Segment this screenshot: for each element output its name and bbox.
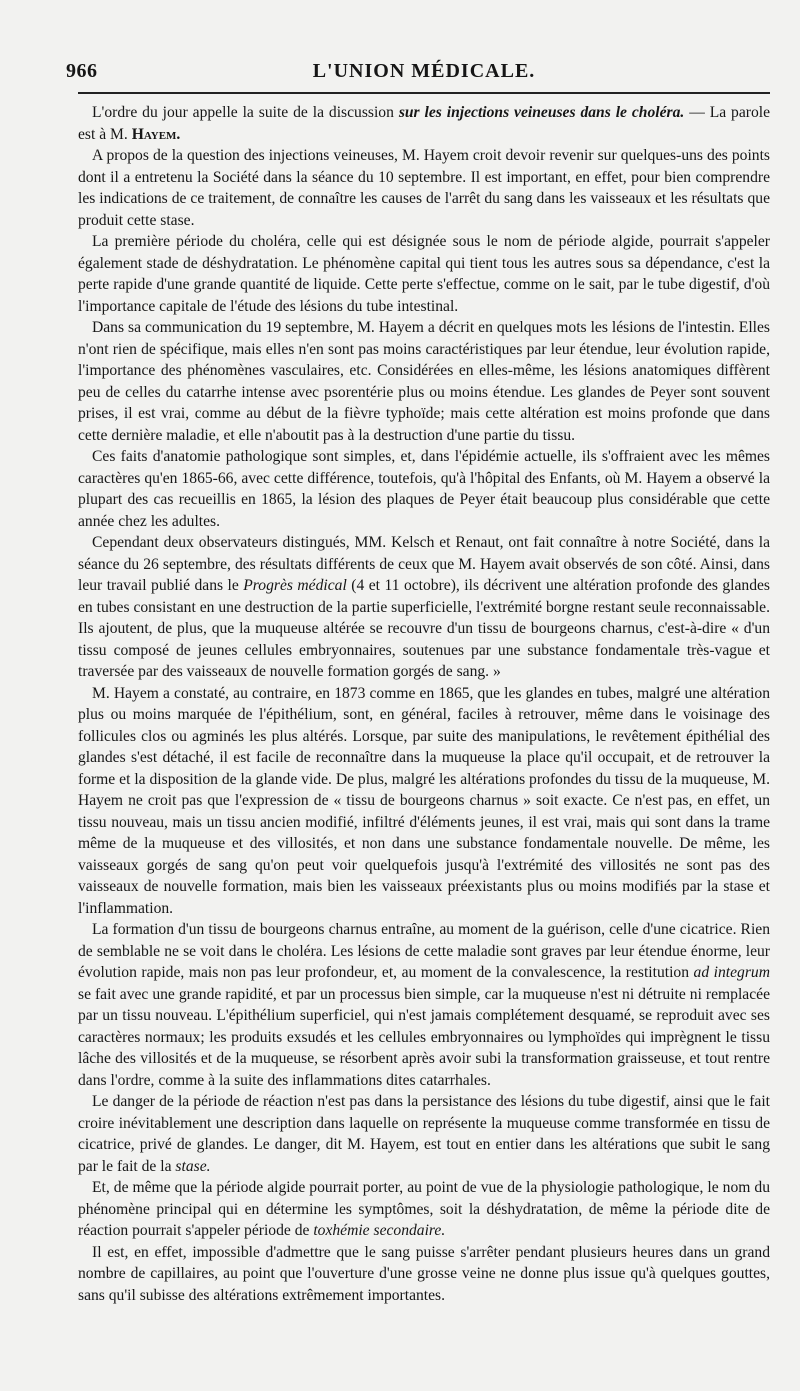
paragraph (78, 683, 770, 920)
speaker-name: Hayem. (131, 125, 181, 143)
text-run: Dans sa communication du 19 septembre, M. Hayem a décrit en quelques mots les lésions de l'intestin. Elles n'ont rien de spécifique, mais elles n'en sont pas moins caractéristiques par leur étendue, leur évolution rapide, l'importance des phénomènes vasculaires, etc. Considérées en elles-même, les lésions anatomiques diffèrent peu de celles du catarrhe intense avec psorentérie plus ou moins étendue. Les glandes de Peyer sont souvent prises, il est vrai, comme au début de la fièvre typhoïde; mais cette altération est moins profonde que dans cette dernière maladie, et elle n'aboutit pas à la destruction d'une partie du tissu. (78, 319, 770, 444)
article-body (78, 102, 770, 1306)
text-run: Et, de même que la période algide pourrait porter, au point de vue de la physiologie pathologique, le nom du phénomène principal qui en détermine les symptômes, soit la déshydratation, de même la période dite de réaction pourrait s'appeler période de (78, 1179, 770, 1239)
emphasis: stase. (175, 1157, 211, 1175)
text-run: — La parole est à M. (78, 104, 771, 143)
paragraph (78, 532, 770, 683)
emphasis: toxhémie secondaire. (313, 1222, 446, 1239)
page-header (66, 58, 770, 94)
paragraph (78, 1091, 770, 1177)
text-run: La première période du choléra, celle qui est désignée sous le nom de période algide, pourrait s'appeler également stade de déshydratation. Le phénomène capital qui tient tous les autres sous sa dépendance, c'est la perte rapide d'une grande quantité de liquide. Cette perte s'effectue, comme on le sait, par le tube digestif, d'où l'importance capitale de l'étude des lésions du tube intestinal. (78, 233, 770, 315)
page-number: 966 (66, 60, 98, 82)
text-run: A propos de la question des injections veineuses, M. Hayem croit devoir revenir sur quelques-uns des points dont il a entretenu la Société dans la séance du 10 septembre. Il est important, en effet, pour bien comprendre les indications de ce traitement, de connaître les causes de l'arrêt du sang dans les vaisseaux et les résultats que produit cette stase. (78, 147, 770, 229)
text-run: Cependant deux observateurs distingués, MM. Kelsch et Renaut, ont fait connaître à notre Société, dans la séance du 26 septembre, des résultats différents de ceux que M. Hayem avait observés de son côté. Ainsi, dans leur travail publié dans le (78, 534, 770, 594)
text-run: Le danger de la période de réaction n'est pas dans la persistance des lésions du tube digestif, ainsi que le fait croire inévitablement une description dans laquelle on représente la muqueuse comme transformée en tissu de cicatrice, privé de glandes. Le danger, dit M. Hayem, est tout en entier dans les altérations que subit le sang par le fait de la (78, 1093, 770, 1175)
paragraph (78, 102, 770, 145)
text-run: Ces faits d'anatomie pathologique sont simples, et, dans l'épidémie actuelle, ils s'offraient avec les mêmes caractères qu'en 1865-66, avec cette différence, toutefois, qu'à l'hôpital des Enfants, où M. Hayem a observé la plupart des cas recueillis en 1865, la lésion des plaques de Peyer était beaucoup plus considérable que cette année chez les adultes. (78, 448, 770, 530)
latin-phrase: ad integrum (693, 964, 770, 981)
text-run: L'ordre du jour appelle la suite de la discussion (92, 104, 399, 121)
paragraph (78, 919, 770, 1091)
paragraph (78, 317, 770, 446)
text-run: M. Hayem a constaté, au contraire, en 1873 comme en 1865, que les glandes en tubes, malgré une altération plus ou moins marquée de l'épithélium, sont, en général, faciles à retrouver, même dans le voisinage des follicules clos ou agminés les plus altérés. Lorsque, par suite des manipulations, le revêtement épithélial des glandes s'est détaché, il est facile de reconnaître dans la muqueuse la place qu'il occupait, et de retrouver la forme et la disposition de la glande vide. De plus, malgré les altérations profondes du tissu de la muqueuse, M. Hayem ne croit pas que l'expression de « tissu de bourgeons charnus » soit exacte. Ce n'est pas, en effet, un tissu nouveau, mais un tissu ancien modifié, infiltré d'éléments jeunes, il est vrai, mais qui sont dans la trame même de la muqueuse et des villosités, et non dans une substance fondamentale nouvelle. De même, les vaisseaux gorgés de sang qu'on peut voir quelquefois jusqu'à l'extrémité des villosités ne sont pas des vaisseaux de nouvelle formation, mais bien les vaisseaux préexistants plus ou moins modifiés par la stase et l'inflammation. (78, 684, 770, 917)
paragraph (78, 446, 770, 532)
paragraph (78, 231, 770, 317)
paragraph (78, 145, 770, 231)
text-run: La formation d'un tissu de bourgeons charnus entraîne, au moment de la guérison, celle d'une cicatrice. Rien de semblable ne se voit dans le choléra. Les lésions de cette maladie sont graves par leur étendue énorme, leur évolution rapide, mais non pas leur profondeur, et, au moment de la convalescence, la restitution (78, 921, 770, 981)
text-run: Il est, en effet, impossible d'admettre que le sang puisse s'arrêter pendant plusieurs heures dans un grand nombre de capillaires, au point que l'ouverture d'une grosse veine ne donne plus issue qu'à quelques gouttes, sans qu'il subisse des altérations extrêmement importantes. (78, 1243, 770, 1304)
discussion-topic: sur les injections veineuses dans le choléra. (398, 104, 685, 121)
journal-title: L'UNION MÉDICALE. (312, 60, 536, 82)
paragraph (78, 1242, 770, 1307)
text-run: se fait avec une grande rapidité, et par un processus bien simple, car la muqueuse n'est ni détruite ni remplacée par un tissu nouveau. L'épithélium superficiel, qui n'est jamais complétement desquamé, se reproduit avec ses caractères normaux; les produits exsudés et les cellules embryonnaires ou lymphoïdes qui imprègnent le tissu lâche des villosités et de la muqueuse, se résorbent après avoir subi la transformation graisseuse, et tout rentre dans l'ordre, comme à la suite des inflammations dites catarrhales. (78, 985, 770, 1089)
journal-reference: Progrès médical (243, 577, 347, 594)
text-run: (4 et 11 octobre), ils décrivent une altération profonde des glandes en tubes consistant en une destruction de la partie superficielle, l'extrémité borgne restant seule reconnaissable. Ils ajoutent, de plus, que la muqueuse altérée se recouvre d'un tissu de bourgeons charnus, c'est-à-dire « d'un tissu composé de jeunes cellules embryonnaires, soutenues par une substance fondamentale très-vague et traversée par des vaisseaux de nouvelle formation gorgés de sang. » (78, 577, 770, 680)
paragraph (78, 1177, 770, 1242)
